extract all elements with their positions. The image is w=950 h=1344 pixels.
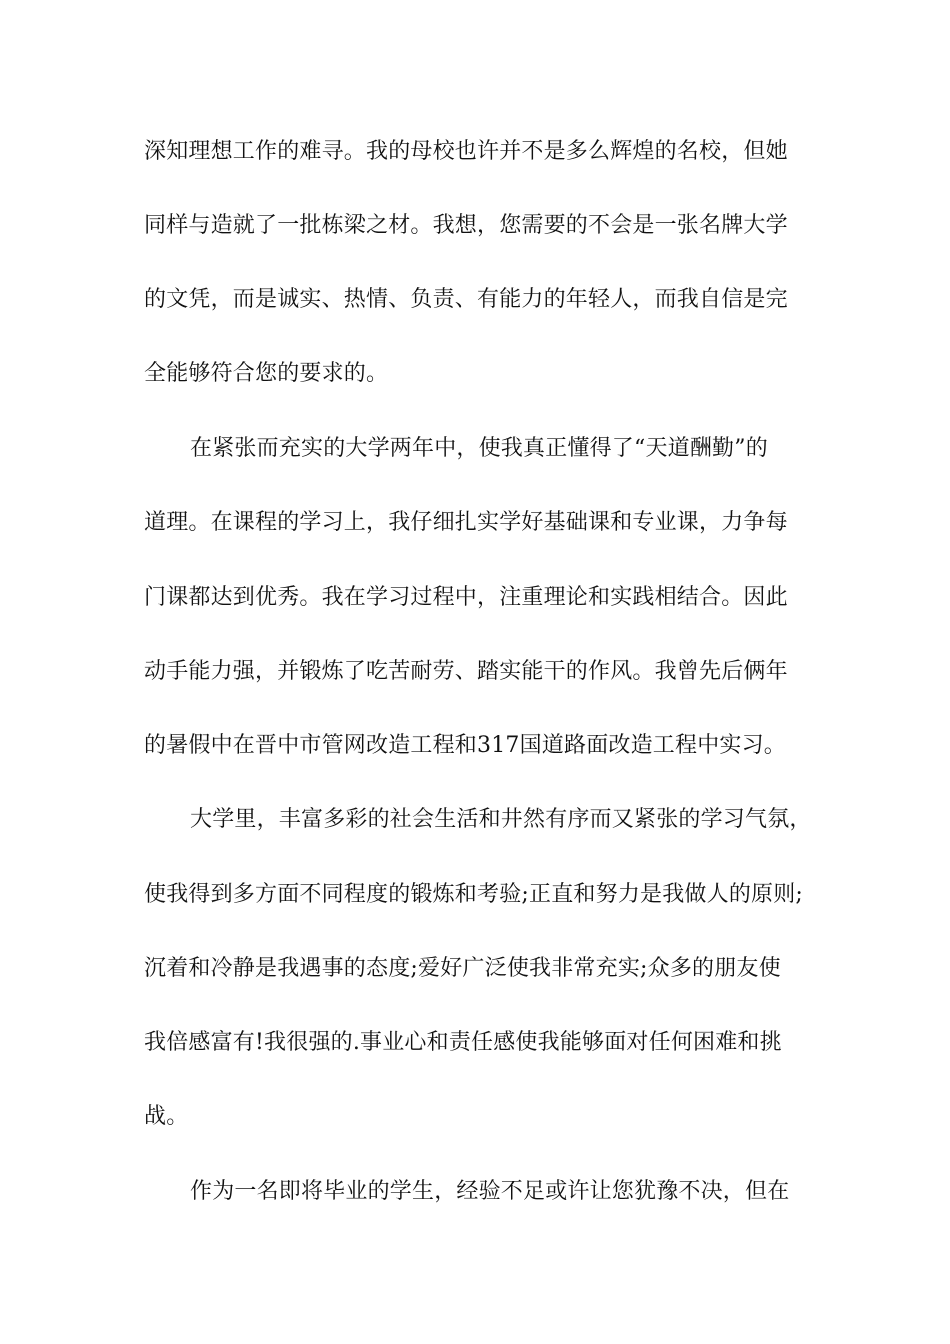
text-line: 动手能力强，并锻炼了吃苦耐劳、踏实能干的作风。我曾先后俩年 <box>144 659 788 684</box>
text-line: 战。 <box>144 1104 189 1129</box>
paragraph-first-line: 大学里，丰富多彩的社会生活和井然有序而又紧张的学习气氛， <box>190 807 812 832</box>
text-line: 道理。在课程的学习上，我仔细扎实学好基础课和专业课，力争每 <box>144 510 788 535</box>
text-line: 的暑假中在晋中市管网改造工程和317国道路面改造工程中实习。 <box>144 733 786 758</box>
paragraph-first-line: 在紧张而充实的大学两年中，使我真正懂得了“天道酬勤”的 <box>190 436 768 461</box>
text-line: 的文凭，而是诚实、热情、负责、有能力的年轻人，而我自信是完 <box>144 287 788 312</box>
text-line: 同样与造就了一批栋梁之材。我想，您需要的不会是一张名牌大学 <box>144 213 788 238</box>
text-line: 我倍感富有!我很强的.事业心和责任感使我能够面对任何困难和挑 <box>144 1030 782 1055</box>
text-line: 全能够符合您的要求的。 <box>144 361 389 386</box>
text-line: 门课都达到优秀。我在学习过程中，注重理论和实践相结合。因此 <box>144 585 788 610</box>
paragraph-first-line: 作为一名即将毕业的学生，经验不足或许让您犹豫不决，但在 <box>190 1179 790 1204</box>
text-line: 沉着和冷静是我遇事的态度;爱好广泛使我非常充实;众多的朋友使 <box>144 956 781 981</box>
text-line: 深知理想工作的难寻。我的母校也许并不是多么辉煌的名校，但她 <box>144 139 788 164</box>
text-line: 使我得到多方面不同程度的锻炼和考验;正直和努力是我做人的原则; <box>144 882 804 907</box>
